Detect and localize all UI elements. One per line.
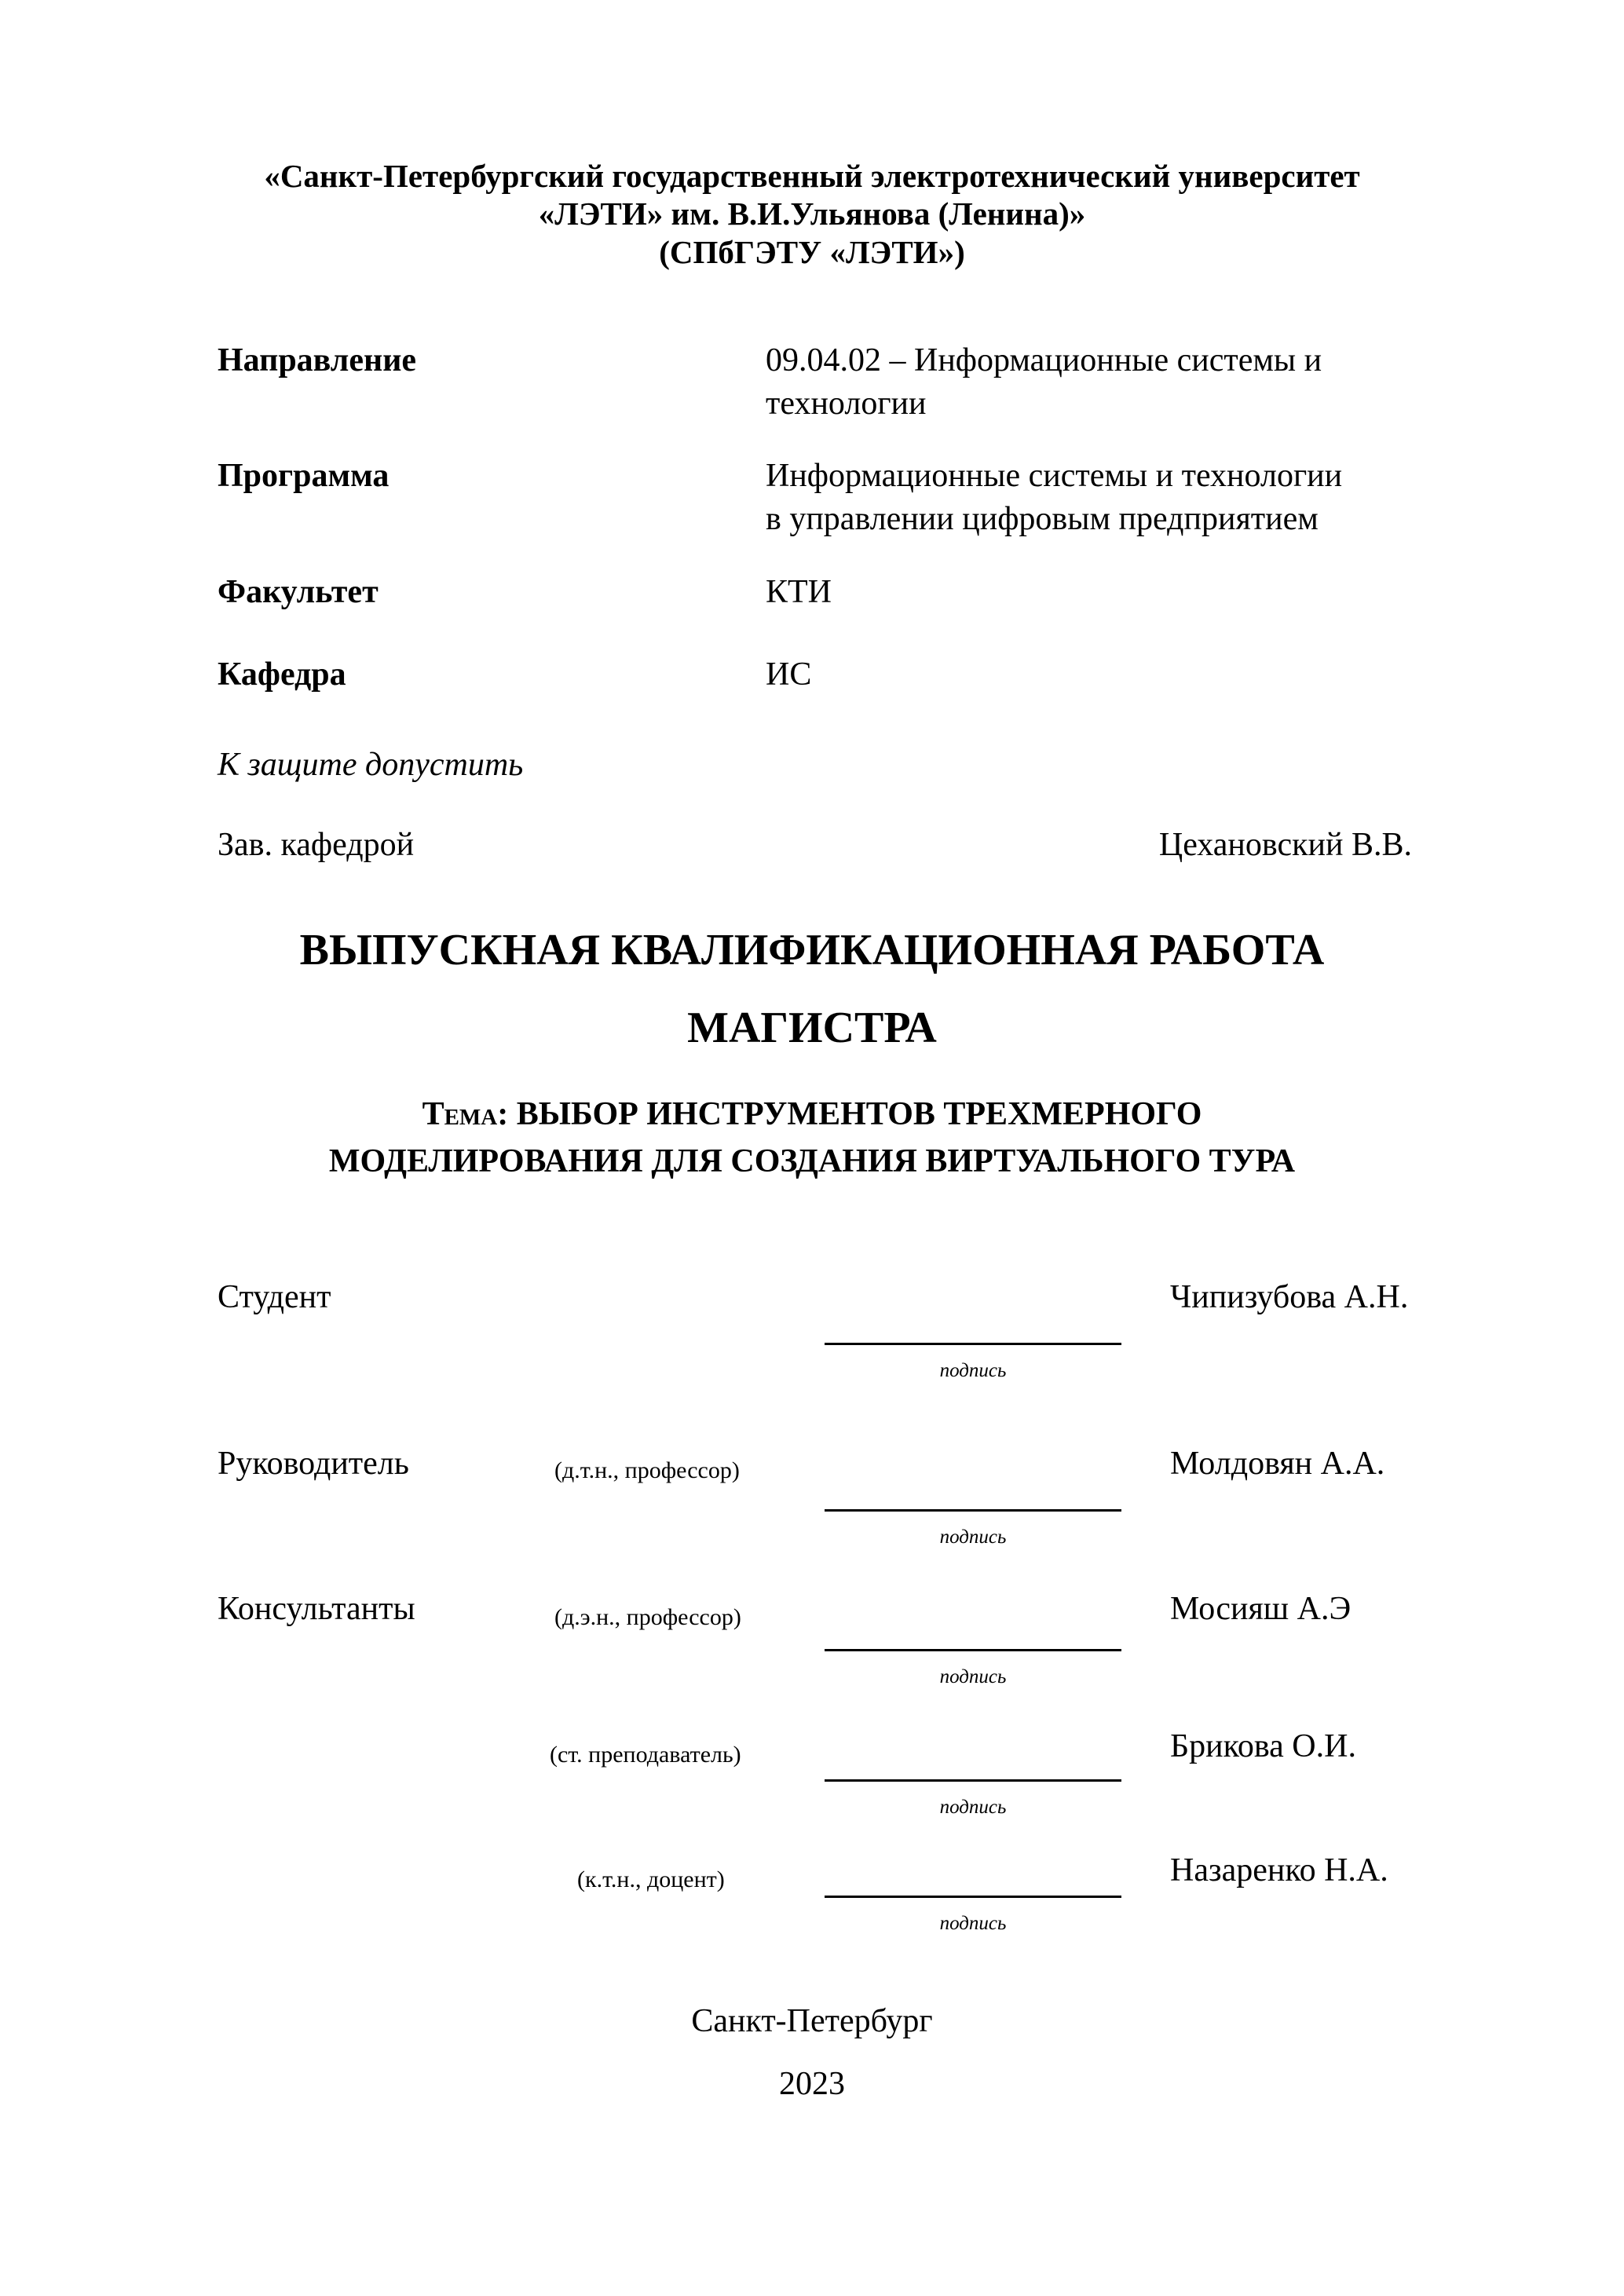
- student-name: Чипизубова А.Н.: [1170, 1279, 1409, 1315]
- consultant-1-signature-caption: подпись: [939, 1666, 1007, 1687]
- consultants-role: Консультанты: [218, 1591, 415, 1627]
- program-label: Программа: [218, 458, 390, 494]
- consultant-3-rank: (к.т.н., доцент): [577, 1866, 725, 1892]
- consultant-2-rank: (ст. преподаватель): [550, 1742, 741, 1768]
- program-value-line1: Информационные системы и технологии: [766, 458, 1343, 494]
- consultant-2-signature-line[interactable]: [825, 1779, 1121, 1782]
- supervisor-name: Молдовян А.А.: [1170, 1446, 1385, 1482]
- consultant-2-name: Брикова О.И.: [1170, 1728, 1356, 1764]
- city: Санкт-Петербург: [691, 2003, 933, 2039]
- consultant-2-signature-caption: подпись: [939, 1797, 1007, 1818]
- theme-line2: МОДЕЛИРОВАНИЯ ДЛЯ СОЗДАНИЯ ВИРТУАЛЬНОГО ТУРА: [328, 1143, 1296, 1179]
- document-title-line1: ВЫПУСКНАЯ КВАЛИФИКАЦИОННАЯ РАБОТА: [299, 926, 1325, 974]
- supervisor-role: Руководитель: [218, 1446, 409, 1482]
- admission-note: К защите допустить: [218, 747, 524, 783]
- consultant-3-signature-caption: подпись: [939, 1913, 1007, 1934]
- program-value-line2: в управлении цифровым предприятием: [766, 501, 1319, 537]
- department-value: ИС: [766, 656, 812, 693]
- theme-line1: [0, 1095, 1624, 1133]
- direction-label: Направление: [218, 342, 417, 378]
- supervisor-signature-caption: подпись: [939, 1526, 1007, 1548]
- direction-value-line2: технологии: [766, 386, 927, 422]
- faculty-value: КТИ: [766, 574, 832, 610]
- university-abbreviation: (СПбГЭТУ «ЛЭТИ»): [659, 234, 965, 270]
- consultant-1-name: Мосияш А.Э: [1170, 1591, 1352, 1627]
- consultant-3-signature-line[interactable]: [825, 1896, 1121, 1898]
- supervisor-rank: (д.т.н., профессор): [554, 1457, 740, 1483]
- theme-text-line1: ВЫБОР ИНСТРУМЕНТОВ ТРЕХМЕРНОГО: [516, 1096, 1202, 1132]
- consultant-1-rank: (д.э.н., профессор): [554, 1604, 741, 1630]
- supervisor-signature-line[interactable]: [825, 1509, 1121, 1512]
- university-name-line1: «Санкт-Петербургский государственный электротехнический университет: [264, 158, 1360, 194]
- direction-value-line1: 09.04.02 – Информационные системы и: [766, 342, 1322, 378]
- document-title-line2: МАГИСТРА: [687, 1004, 937, 1052]
- department-label: Кафедра: [218, 656, 346, 693]
- student-role: Студент: [218, 1279, 331, 1315]
- theme-prefix: Тема: [422, 1096, 498, 1132]
- consultant-3-name: Назаренко Н.А.: [1170, 1852, 1388, 1888]
- head-of-department-name: Цехановский В.В.: [1158, 827, 1412, 863]
- university-name-line2: «ЛЭТИ» им. В.И.Ульянова (Ленина)»: [538, 196, 1086, 232]
- student-signature-caption: подпись: [939, 1360, 1007, 1381]
- head-of-department-label: Зав. кафедрой: [218, 827, 415, 863]
- faculty-label: Факультет: [218, 574, 379, 610]
- consultant-1-signature-line[interactable]: [825, 1649, 1121, 1651]
- theme-colon: :: [497, 1096, 509, 1132]
- student-signature-line[interactable]: [825, 1343, 1121, 1345]
- year: 2023: [779, 2066, 845, 2102]
